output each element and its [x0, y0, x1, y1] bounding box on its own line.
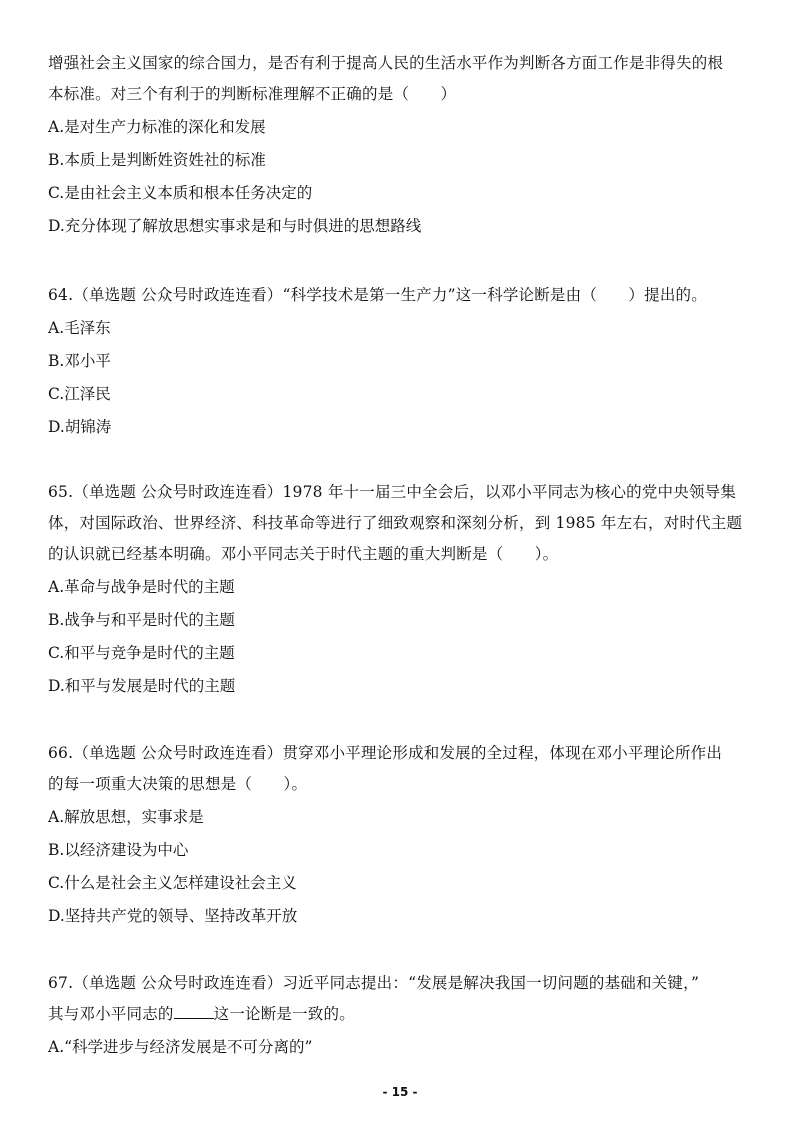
question-63 — [48, 48, 760, 243]
option-list — [48, 801, 760, 933]
stem-line: 体，对国际政治、世界经济、科技革命等进行了细致观察和深刻分析，到 1985 年左右，对时代主题 — [48, 514, 743, 532]
option-a: A.“科学进步与经济发展是不可分离的” — [48, 1038, 313, 1056]
option-list — [48, 312, 760, 444]
question-stem — [48, 48, 760, 110]
question-67 — [48, 968, 760, 1064]
option-b: B.邓小平 — [48, 352, 111, 370]
page-number: - 15 - — [382, 1085, 418, 1099]
option-d: D.和平与发展是时代的主题 — [48, 677, 236, 695]
option-c: C.江泽民 — [48, 385, 111, 403]
question-stem — [48, 280, 760, 311]
option-c: C.和平与竞争是时代的主题 — [48, 644, 235, 662]
question-65 — [48, 477, 760, 703]
option-b: B.本质上是判断姓资姓社的标准 — [48, 151, 266, 169]
option-list — [48, 111, 760, 243]
option-a: A.解放思想，实事求是 — [48, 808, 204, 826]
question-stem — [48, 738, 760, 800]
stem-line: 的认识就已经基本明确。邓小平同志关于时代主题的重大判断是（ ）。 — [48, 545, 559, 563]
option-b: B.以经济建设为中心 — [48, 841, 189, 859]
stem-line: 增强社会主义国家的综合国力，是否有利于提高人民的生活水平作为判断各方面工作是非得失的根 — [48, 54, 724, 72]
stem-line: 67.（单选题 公众号时政连连看）习近平同志提出：“发展是解决我国一切问题的基础和关键，” — [48, 974, 700, 992]
option-c: C.什么是社会主义怎样建设社会主义 — [48, 874, 297, 892]
option-a: A.是对生产力标准的深化和发展 — [48, 118, 266, 136]
stem-line: 66.（单选题 公众号时政连连看）贯穿邓小平理论形成和发展的全过程，体现在邓小平理论所作出 — [48, 744, 723, 762]
option-list — [48, 1031, 760, 1064]
stem-line: 本标准。对三个有利于的判断标准理解不正确的是（ ） — [48, 85, 457, 103]
stem-text: 其与邓小平同志的 — [48, 1005, 174, 1023]
stem-line: 64.（单选题 公众号时政连连看）“科学技术是第一生产力”这一科学论断是由（ ）提出的。 — [48, 286, 707, 304]
fill-blank — [174, 1004, 214, 1019]
option-d: D.坚持共产党的领导、坚持改革开放 — [48, 907, 298, 925]
option-d: D.充分体现了解放思想实事求是和与时俱进的思想路线 — [48, 217, 422, 235]
question-stem — [48, 477, 760, 570]
stem-line: 65.（单选题 公众号时政连连看）1978 年十一届三中全会后，以邓小平同志为核心的党中央领导集 — [48, 483, 737, 501]
stem-line: 的每一项重大决策的思想是（ ）。 — [48, 775, 308, 793]
stem-line — [48, 999, 760, 1030]
question-stem — [48, 968, 760, 1030]
question-66 — [48, 738, 760, 933]
option-c: C.是由社会主义本质和根本任务决定的 — [48, 184, 313, 202]
option-a: A.革命与战争是时代的主题 — [48, 578, 235, 596]
stem-text: 这一论断是一致的。 — [213, 1005, 355, 1023]
option-d: D.胡锦涛 — [48, 418, 112, 436]
option-list — [48, 571, 760, 703]
question-64 — [48, 280, 760, 444]
option-b: B.战争与和平是时代的主题 — [48, 611, 235, 629]
option-a: A.毛泽东 — [48, 319, 111, 337]
